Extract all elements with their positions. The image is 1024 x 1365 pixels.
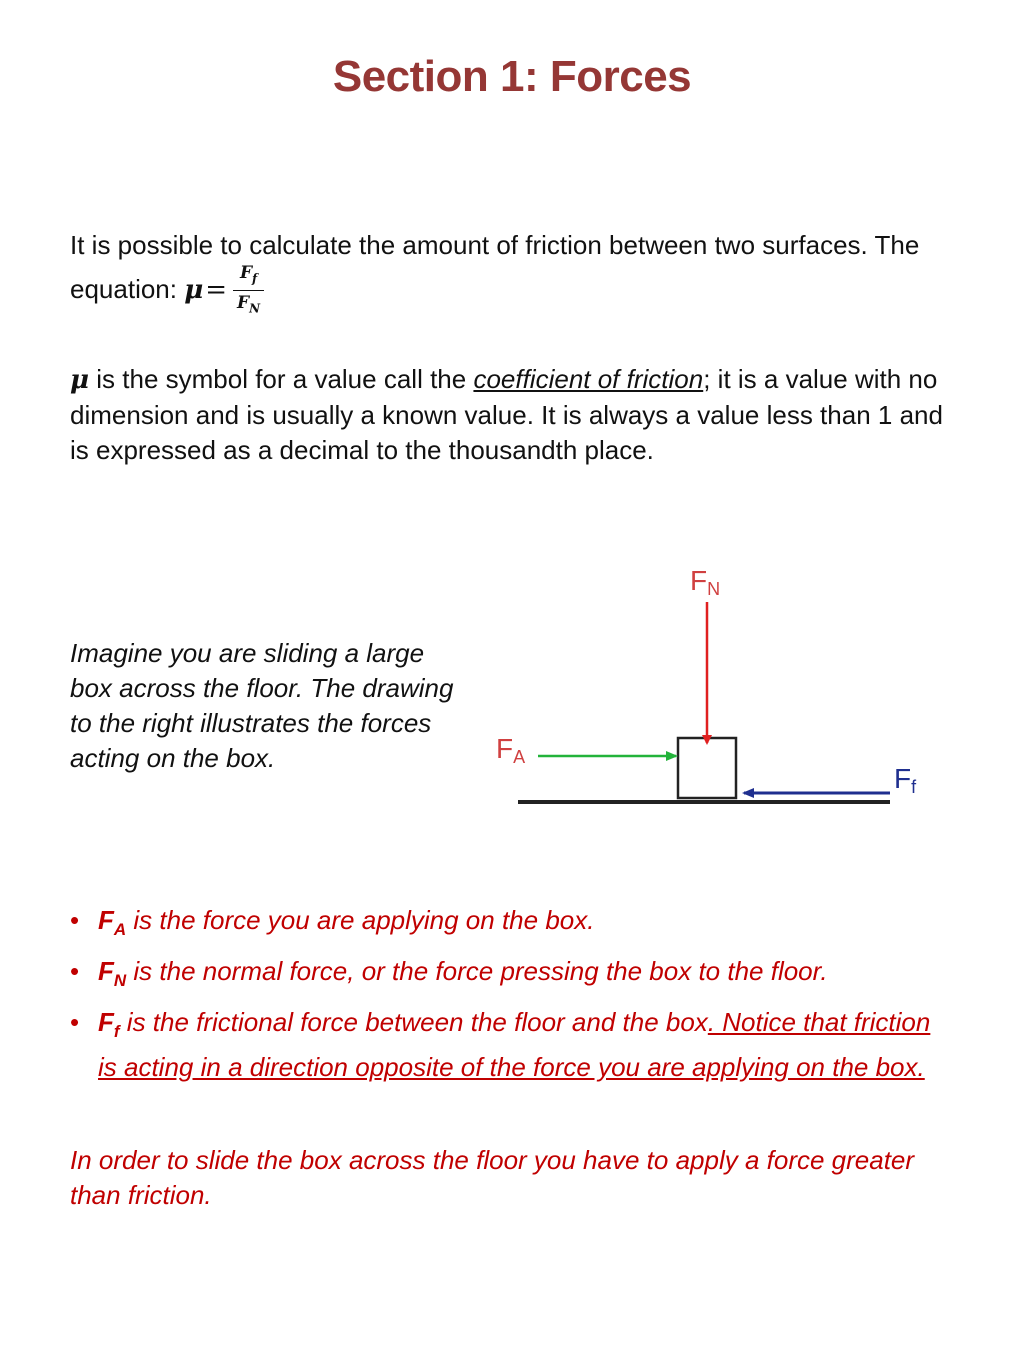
- bullet-text: is the normal force, or the force pressing the box to the floor.: [126, 956, 828, 987]
- bullet-text: is the frictional force between the floor and the box: [119, 1007, 708, 1038]
- force-diagram: [480, 540, 930, 830]
- box: [678, 738, 736, 798]
- denominator-symbol: F: [237, 293, 250, 314]
- mu-symbol: μ: [70, 365, 90, 395]
- numerator-symbol: F: [239, 263, 253, 283]
- bullet-text: is the force you are applying on the box.: [126, 905, 595, 935]
- conclusion-paragraph: In order to slide the box across the floor you have to apply a force greater than friction.: [70, 1145, 915, 1210]
- bullet-symbol: $F_f$: [98, 1007, 120, 1042]
- fa-label: FA: [496, 733, 526, 767]
- bullet-symbol: $F_N$: [98, 956, 127, 991]
- bullet-normal-force: [70, 954, 950, 998]
- equation-equals: =: [205, 274, 228, 305]
- equation-denominator: [233, 291, 264, 318]
- mu-text-after: ; it is a value with no dimension and is usually a known value. It is always a value less than 1 and is expressed as a decimal to the thousandth place.: [70, 364, 943, 465]
- equation-fraction: [233, 263, 264, 319]
- ff-label: Ff: [894, 763, 917, 797]
- force-definitions-list: [70, 903, 950, 1092]
- mu-paragraph: [70, 362, 950, 468]
- friction-note: . Notice that friction is acting in a direction opposite of the force you are applying on the box.: [98, 1007, 931, 1082]
- bullet-friction-force: [70, 1005, 950, 1084]
- equation-mu: μ: [184, 274, 204, 305]
- intro-text: It is possible to calculate the amount of friction between two surfaces. The equation:: [70, 230, 920, 304]
- page-title: Section 1: Forces: [332, 52, 692, 101]
- equation-numerator: [233, 263, 264, 291]
- bullet-applied-force: [70, 903, 950, 947]
- friction-equation: [184, 263, 264, 316]
- intro-paragraph: [70, 228, 950, 319]
- denominator-subscript: N: [249, 301, 261, 316]
- bullet-symbol: $F_A$: [98, 905, 127, 940]
- fn-label: FN: [690, 565, 721, 599]
- imagine-paragraph: Imagine you are sliding a large box across the floor. The drawing to the right illustrates the forces acting on the box.: [70, 638, 454, 773]
- coefficient-term: coefficient of friction: [473, 364, 704, 394]
- numerator-subscript: f: [252, 271, 258, 286]
- mu-text-before: is the symbol for a value call the: [89, 364, 474, 394]
